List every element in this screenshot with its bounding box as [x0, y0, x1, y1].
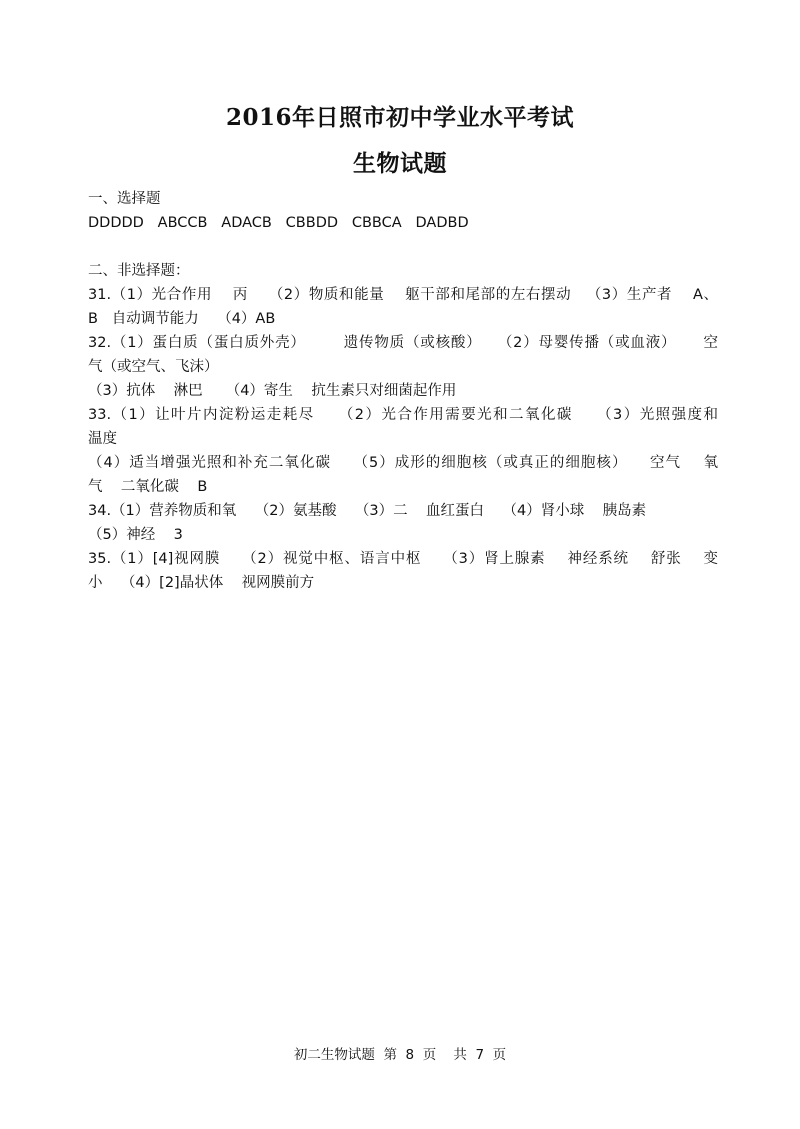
answer-line: 气 二氧化碳 B — [88, 479, 208, 495]
section-heading-non-choice: 二、非选择题： — [88, 263, 190, 279]
answer-line: 33.（1）让叶片内淀粉运走耗尽 （2）光合作用需要光和二氧化碳 （3）光照强度和 — [88, 407, 718, 423]
answer-line: 气（或空气、飞沫） — [88, 359, 219, 375]
answer-content — [88, 187, 718, 595]
answer-line: （3）抗体 淋巴 （4）寄生 抗生素只对细菌起作用 — [88, 383, 457, 399]
answer-line: （5）神经 3 — [88, 527, 183, 543]
exam-subject-title: 生物试题 — [353, 150, 447, 177]
multiple-choice-answers: DDDDD ABCCB ADACB CBBDD CBBCA DADBD — [88, 215, 469, 231]
answer-line: （4）适当增强光照和补充二氧化碳 （5）成形的细胞核（或真正的细胞核） 空气 氧 — [88, 455, 718, 471]
answer-line: 34.（1）营养物质和氧 （2）氨基酸 （3）二 血红蛋白 （4）肾小球 胰岛素 — [88, 503, 647, 519]
answer-line: 35.（1）[4]视网膜 （2）视觉中枢、语言中枢 （3）肾上腺素 神经系统 舒张 变 — [88, 551, 718, 567]
page-footer: 初二生物试题 第 8 页 共 7 页 — [293, 1047, 507, 1063]
answer-line: 小 （4）[2]晶状体 视网膜前方 — [88, 575, 315, 591]
answer-line: B 自动调节能力 （4）AB — [88, 311, 276, 327]
answer-line: 32.（1）蛋白质（蛋白质外壳） 遗传物质（或核酸） （2）母婴传播（或血液） 空 — [88, 335, 718, 351]
answer-line: 温度 — [88, 431, 117, 447]
section-heading-multiple-choice: 一、选择题 — [88, 191, 161, 207]
spacer — [88, 235, 718, 259]
exam-title: 2016年日照市初中学业水平考试 — [225, 104, 574, 131]
answer-line: 31.（1）光合作用 丙 （2）物质和能量 躯干部和尾部的左右摆动 （3）生产者 A、 — [88, 287, 718, 303]
